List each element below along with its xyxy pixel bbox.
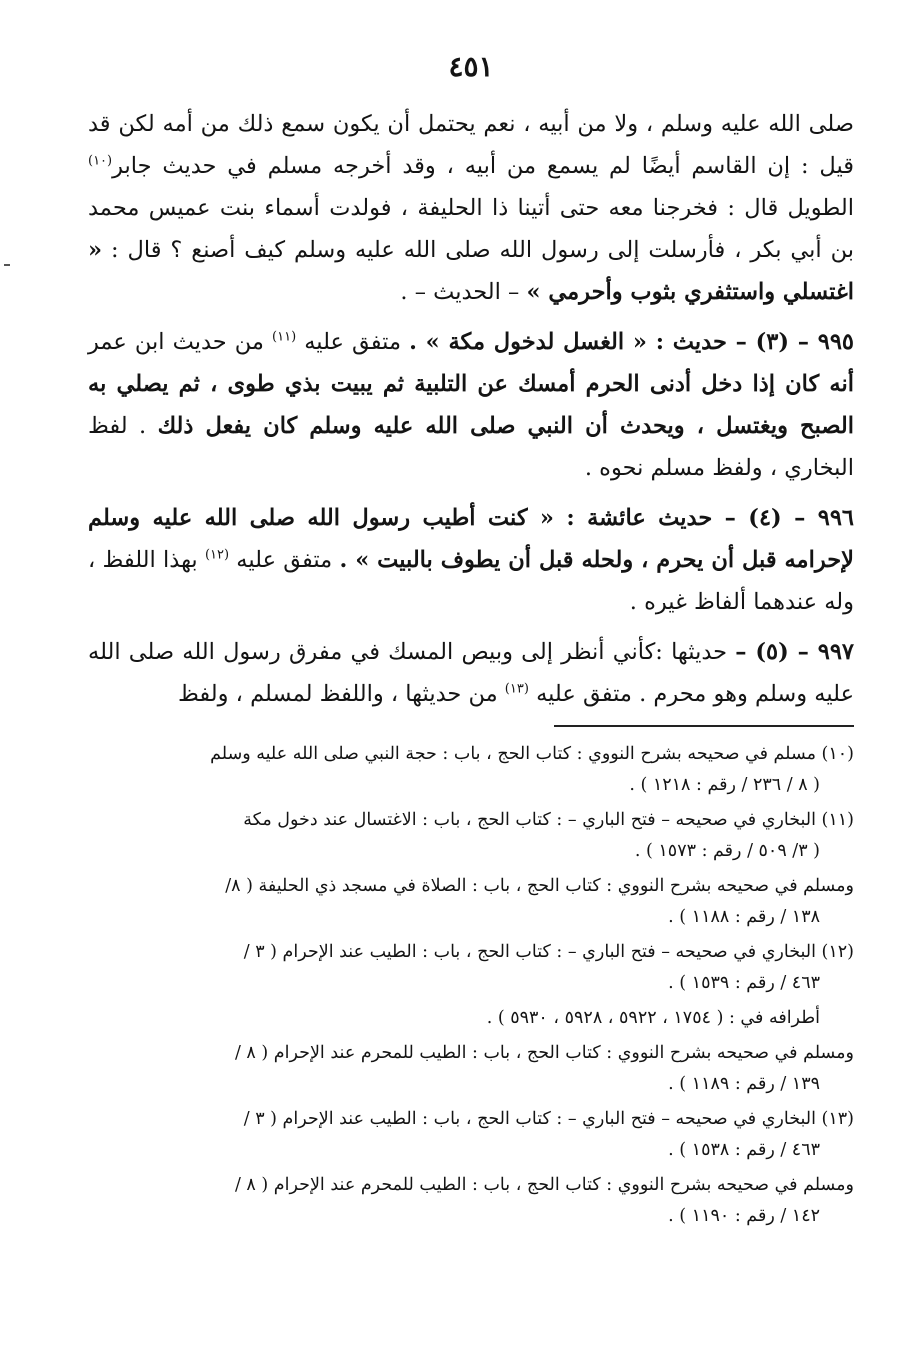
text-span: . لفظ البخاري ، ولفظ مسلم نحوه . xyxy=(88,413,854,481)
footnote-line: (١٢) البخاري في صحيحه – فتح الباري – : كتاب الحج ، باب : الطيب عند الإحرام ( ٣ / xyxy=(243,942,854,962)
footnote-11 xyxy=(88,805,854,867)
hadith-997 xyxy=(88,631,854,715)
margin-mark xyxy=(4,264,10,266)
paragraph-continuation xyxy=(88,103,854,313)
hadith-quote: « اغتسلي واستثفري بثوب وأحرمي » xyxy=(88,237,854,305)
footnote-line: ومسلم في صحيحه بشرح النووي : كتاب الحج ، باب : الطيب للمحرم عند الإحرام ( ٨ / xyxy=(234,1175,854,1195)
footnotes xyxy=(88,739,854,1232)
text-span: صلى الله عليه وسلم ، ولا من أبيه ، نعم يحتمل أن يكون سمع ذلك من أمه لكن قد قيل : إن القاسم أيضًا لم يسمع من أبيه ، وقد أخرجه مسلم في حديث جابر xyxy=(88,111,854,179)
footnote-line: ( ٣/ ٥٠٩ / رقم : ١٥٧٣ ) . xyxy=(634,841,820,861)
text-span: حديثها :كأني أنظر إلى وبيص المسك في مفرق رسول الله صلى الله عليه وسلم وهو محرم . متفق عليه xyxy=(88,639,854,707)
footnote-line: ١٤٢ / رقم : ١١٩٠ ) . xyxy=(668,1206,820,1226)
text-span: متفق عليه xyxy=(296,329,410,355)
text-span: من حديثها ، واللفظ لمسلم ، ولفظ xyxy=(178,681,505,707)
text-span: متفق عليه xyxy=(229,547,340,573)
hadith-heading: ٩٩٦ – (٤) – حديث عائشة : « كنت أطيب رسول الله صلى الله عليه وسلم لإحرامه قبل أن يحرم ، ولحله قبل أن يطوف بالبيت » . xyxy=(88,505,855,573)
footnote-ref-13[interactable]: (١٣) xyxy=(504,681,529,697)
footnote-ref-11[interactable]: (١١) xyxy=(272,329,297,345)
footnote-12 xyxy=(88,937,854,999)
footnote-line: ( ٨ / ٢٣٦ / رقم : ١٢١٨ ) . xyxy=(629,775,820,795)
footnote-12-muslim xyxy=(88,1038,854,1100)
hadith-heading: ٩٩٥ – (٣) – حديث : « الغسل لدخول مكة » . xyxy=(409,329,855,355)
footnote-line: (١١) البخاري في صحيحه – فتح الباري – : كتاب الحج ، باب : الاغتسال عند دخول مكة xyxy=(243,810,854,830)
hadith-quote: أنه كان إذا دخل أدنى الحرم أمسك عن التلبية ثم يبيت بذي طوى ، ثم يصلي به الصبح ويغتسل ، ويحدث أن النبي صلى الله عليه وسلم كان يفعل ذلك xyxy=(88,371,854,439)
footnote-line: أطرافه في : ( ١٧٥٤ ، ٥٩٢٢ ، ٥٩٢٨ ، ٥٩٣٠ ) . xyxy=(486,1008,820,1028)
footnote-line: (١٠) مسلم في صحيحه بشرح النووي : كتاب الحج ، باب : حجة النبي صلى الله عليه وسلم xyxy=(210,744,854,764)
footnote-line: ١٣٩ / رقم : ١١٨٩ ) . xyxy=(668,1074,820,1094)
footnote-13 xyxy=(88,1104,854,1166)
footnote-line: ٤٦٣ / رقم : ١٥٣٨ ) . xyxy=(668,1140,820,1160)
footnote-line: ومسلم في صحيحه بشرح النووي : كتاب الحج ، باب : الصلاة في مسجد ذي الحليفة ( ٨/ xyxy=(225,876,854,896)
main-text xyxy=(88,103,854,715)
footnote-10 xyxy=(88,739,854,801)
page-number: ٤٥١ xyxy=(448,50,494,83)
footnote-line: (١٣) البخاري في صحيحه – فتح الباري – : كتاب الحج ، باب : الطيب عند الإحرام ( ٣ / xyxy=(243,1109,854,1129)
text-span: الطويل قال : فخرجنا معه حتى أتينا ذا الحليفة ، فولدت أسماء بنت عميس محمد بن أبي بكر ، فأرسلت إلى رسول الله صلى الله عليه وسلم كيف أصنع ؟ قال : xyxy=(88,195,854,263)
hadith-995 xyxy=(88,321,854,489)
hadith-996 xyxy=(88,497,854,623)
footnote-ref-10[interactable]: (١٠) xyxy=(88,153,113,169)
hadith-heading: ٩٩٧ – (٥) – xyxy=(735,639,854,665)
footnote-12-atraf xyxy=(88,1003,854,1034)
footnote-divider xyxy=(554,725,854,727)
footnote-line: ١٣٨ / رقم : ١١٨٨ ) . xyxy=(668,907,820,927)
footnote-11-muslim xyxy=(88,871,854,933)
text-span: من حديث ابن عمر xyxy=(88,329,273,355)
text-span: بهذا اللفظ ، وله عندهما ألفاظ غيره . xyxy=(88,547,854,615)
footnote-ref-12[interactable]: (١٢) xyxy=(204,547,230,563)
footnote-line: ٤٦٣ / رقم : ١٥٣٩ ) . xyxy=(668,973,820,993)
footnote-line: ومسلم في صحيحه بشرح النووي : كتاب الحج ، باب : الطيب للمحرم عند الإحرام ( ٨ / xyxy=(234,1043,854,1063)
footnote-13-muslim xyxy=(88,1170,854,1232)
text-span: – الحديث – . xyxy=(400,279,527,305)
